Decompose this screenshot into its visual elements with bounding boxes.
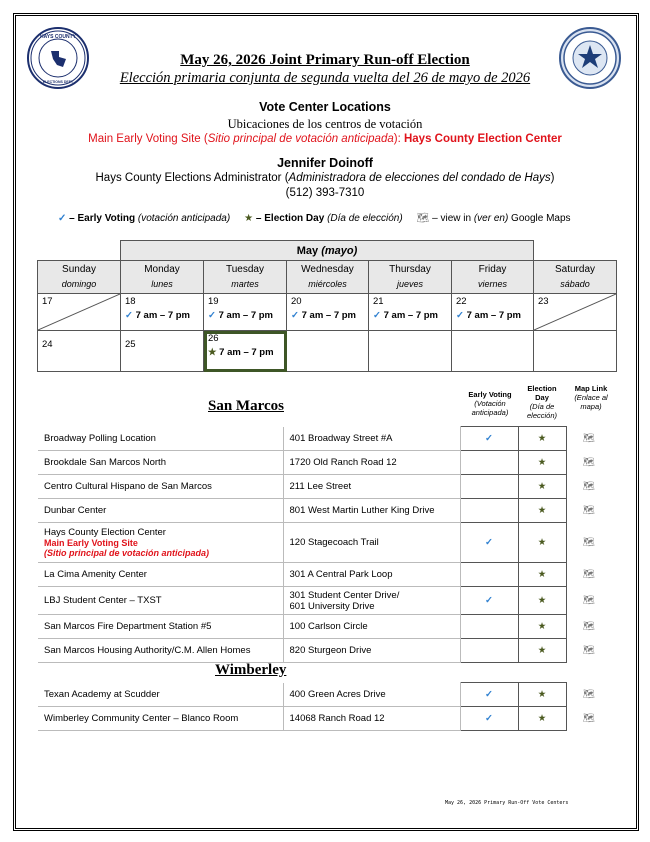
location-address: 120 Stagecoach Trail — [283, 523, 460, 563]
location-address: 301 Student Center Drive/ 601 University Drive — [283, 587, 460, 615]
location-name: Wimberley Community Center – Blanco Room — [38, 707, 283, 731]
calendar — [37, 240, 617, 372]
location-address: 100 Carlson Circle — [283, 615, 460, 639]
location-address: 801 West Martin Luther King Drive — [283, 499, 460, 523]
page-footer: May 26, 2026 Primary Run-Off Vote Centers — [445, 800, 569, 806]
election-day-star: ★ — [518, 587, 566, 615]
day-monday: Monday lunes — [121, 261, 204, 294]
table-row — [38, 639, 611, 663]
location-name: Centro Cultural Hispano de San Marcos — [38, 475, 283, 499]
calendar-day-cell: 24 — [38, 331, 121, 372]
check-icon: ✓ — [58, 213, 67, 224]
calendar-week-2 — [38, 331, 617, 372]
day-sunday: Sunday domingo — [38, 261, 121, 294]
phone-number: (512) 393-7310 — [285, 187, 365, 199]
location-name: Hays County Election Center Main Early Voting Site (Sitio principal de votación anticipada) — [38, 523, 283, 563]
wimberley-table — [38, 682, 611, 731]
column-header-election-day: Election Day (Día de elección) — [526, 384, 557, 420]
san-marcos-table — [38, 426, 611, 663]
election-day-star: ★ — [518, 451, 566, 475]
location-address: 211 Lee Street — [283, 475, 460, 499]
calendar-day-cell: 19 ✓ 7 am – 7 pm — [204, 294, 287, 331]
location-address: 820 Sturgeon Drive — [283, 639, 460, 663]
day-friday: Friday viernes — [452, 261, 534, 294]
location-address: 401 Broadway Street #A — [283, 427, 460, 451]
column-header-early-voting: Early Voting (Votación anticipada) — [468, 390, 512, 417]
calendar-day-cell: 22 ✓ 7 am – 7 pm — [452, 294, 534, 331]
early-voting-check: ✓ — [460, 523, 518, 563]
legend-map: 🗺 – view in (ver en) Google Maps — [416, 213, 571, 224]
calendar-month: May (mayo) — [121, 241, 534, 261]
election-day-star: ★ — [518, 639, 566, 663]
map-link-icon[interactable]: 🗺 — [582, 433, 595, 444]
administrator-title: Hays County Elections Administrator (Administradora de elecciones del condado de Hays) — [95, 172, 555, 184]
election-day-star: ★ — [518, 615, 566, 639]
table-row — [38, 523, 611, 563]
table-row — [38, 427, 611, 451]
main-early-voting-site: Main Early Voting Site (Sitio principal de votación anticipada): Hays County Election Center — [88, 133, 562, 145]
table-row — [38, 475, 611, 499]
calendar-day-cell: 23 — [534, 294, 617, 331]
location-address: 14068 Ranch Road 12 — [283, 707, 460, 731]
location-address: 1720 Old Ranch Road 12 — [283, 451, 460, 475]
map-link-icon[interactable]: 🗺 — [582, 689, 595, 700]
election-day-star: ★ — [518, 475, 566, 499]
location-name: LBJ Student Center – TXST — [38, 587, 283, 615]
day-thursday: Thursday jueves — [369, 261, 452, 294]
calendar-day-cell: 20 ✓ 7 am – 7 pm — [287, 294, 369, 331]
map-link-icon[interactable]: 🗺 — [582, 537, 595, 548]
vote-center-heading: Vote Center Locations — [259, 100, 391, 114]
location-name: Broadway Polling Location — [38, 427, 283, 451]
early-voting-check: ✓ — [460, 707, 518, 731]
table-row — [38, 683, 611, 707]
page-subtitle-es: Elección primaria conjunta de segunda vuelta del 26 de mayo de 2026 — [119, 70, 531, 86]
legend — [58, 213, 571, 224]
map-link-icon[interactable]: 🗺 — [582, 713, 595, 724]
map-link-icon[interactable]: 🗺 — [582, 621, 595, 632]
calendar-week-1 — [38, 294, 617, 331]
page-title: May 26, 2026 Joint Primary Run-off Election — [180, 52, 470, 68]
day-saturday: Saturday sábado — [534, 261, 617, 294]
table-row — [38, 615, 611, 639]
location-name: La Cima Amenity Center — [38, 563, 283, 587]
calendar-day-cell: 21 ✓ 7 am – 7 pm — [369, 294, 452, 331]
calendar-day-cell: 18 ✓ 7 am – 7 pm — [121, 294, 204, 331]
calendar-month-row — [38, 241, 617, 261]
table-row — [38, 499, 611, 523]
svg-text:ELECTIONS DEPT: ELECTIONS DEPT — [42, 80, 74, 84]
table-row — [38, 563, 611, 587]
election-day-star: ★ — [518, 427, 566, 451]
election-day-star: ★ — [518, 523, 566, 563]
early-voting-check: ✓ — [460, 683, 518, 707]
election-day-star: ★ — [518, 563, 566, 587]
day-tuesday: Tuesday martes — [204, 261, 287, 294]
location-name: San Marcos Fire Department Station #5 — [38, 615, 283, 639]
section-san-marcos: San Marcos — [208, 398, 284, 414]
map-link-icon[interactable]: 🗺 — [582, 595, 595, 606]
election-day-cell: 26 ★ 7 am – 7 pm — [204, 331, 287, 372]
location-name: Dunbar Center — [38, 499, 283, 523]
section-wimberley: Wimberley — [215, 662, 287, 678]
hays-county-seal-logo — [559, 27, 621, 89]
calendar-day-cell: 25 — [121, 331, 204, 372]
svg-text:HAYS COUNTY: HAYS COUNTY — [40, 34, 76, 40]
election-day-star: ★ — [518, 499, 566, 523]
early-voting-check: ✓ — [460, 587, 518, 615]
table-row — [38, 451, 611, 475]
location-name: San Marcos Housing Authority/C.M. Allen Homes — [38, 639, 283, 663]
election-day-star: ★ — [518, 683, 566, 707]
map-link-icon[interactable]: 🗺 — [582, 645, 595, 656]
map-link-icon[interactable]: 🗺 — [582, 569, 595, 580]
administrator-name: Jennifer Doinoff — [277, 156, 373, 170]
legend-early-voting: ✓ – Early Voting (votación anticipada) — [58, 213, 231, 224]
calendar-day-cell: 17 — [38, 294, 121, 331]
table-row — [38, 587, 611, 615]
day-wednesday: Wednesday miércoles — [287, 261, 369, 294]
star-icon: ★ — [244, 213, 254, 224]
location-address: 301 A Central Park Loop — [283, 563, 460, 587]
map-link-icon[interactable]: 🗺 — [582, 457, 595, 468]
election-day-star: ★ — [518, 707, 566, 731]
column-header-map-link: Map Link (Enlace al mapa) — [574, 384, 608, 411]
location-address: 400 Green Acres Drive — [283, 683, 460, 707]
location-name: Texan Academy at Scudder — [38, 683, 283, 707]
calendar-day-header — [38, 261, 617, 294]
table-row — [38, 707, 611, 731]
map-icon: 🗺 — [416, 213, 430, 224]
vote-center-heading-es: Ubicaciones de los centros de votación — [227, 117, 423, 131]
map-link-icon[interactable]: 🗺 — [582, 505, 595, 516]
early-voting-check: ✓ — [460, 427, 518, 451]
hays-county-elections-logo — [27, 27, 89, 89]
legend-election-day: ★ – Election Day (Día de elección) — [244, 213, 403, 224]
map-link-icon[interactable]: 🗺 — [582, 481, 595, 492]
location-name: Brookdale San Marcos North — [38, 451, 283, 475]
